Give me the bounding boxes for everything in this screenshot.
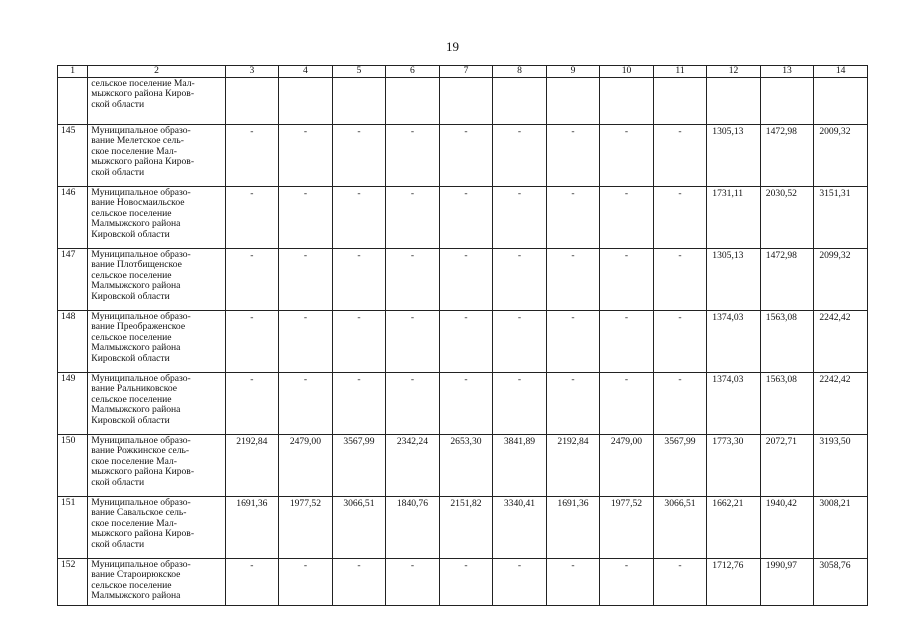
column-header: 14 xyxy=(814,66,868,78)
row-value: - xyxy=(439,187,493,249)
row-value: 2072,71 xyxy=(760,435,814,497)
row-name-line: Малмыжского района xyxy=(91,280,181,292)
row-value: - xyxy=(493,311,547,373)
row-name-cell xyxy=(88,187,225,249)
row-name-line: Муниципальное образо- xyxy=(91,125,191,136)
row-value: - xyxy=(225,559,279,606)
row-value: - xyxy=(225,311,279,373)
row-name-line: ское поселение Мал- xyxy=(91,145,177,157)
row-value: 1990,97 xyxy=(760,559,814,606)
row-value: - xyxy=(279,125,333,187)
row-number: 150 xyxy=(58,435,88,497)
row-value: - xyxy=(493,249,547,311)
tariff-table xyxy=(57,65,868,606)
row-value: 2192,84 xyxy=(546,435,600,497)
row-value: 2242,42 xyxy=(814,373,868,435)
row-value xyxy=(814,78,868,125)
table-row xyxy=(58,125,868,187)
row-number: 151 xyxy=(58,497,88,559)
row-name-line: Муниципальное образо- xyxy=(91,311,191,322)
row-value: - xyxy=(386,373,440,435)
column-header: 3 xyxy=(225,66,279,78)
column-header-row xyxy=(58,66,868,78)
row-value: - xyxy=(653,373,707,435)
row-number: 146 xyxy=(58,187,88,249)
column-header: 4 xyxy=(279,66,333,78)
row-value: 1305,13 xyxy=(707,125,761,187)
row-value: 3193,50 xyxy=(814,435,868,497)
row-value: 3841,89 xyxy=(493,435,547,497)
row-value: - xyxy=(386,187,440,249)
row-name-line: сельское поселение xyxy=(91,207,172,219)
row-value xyxy=(600,78,654,125)
row-name-line: вание Рожкинское сель- xyxy=(91,445,190,457)
row-value: - xyxy=(332,311,386,373)
row-value: 1977,52 xyxy=(279,497,333,559)
row-value: - xyxy=(600,125,654,187)
row-value xyxy=(546,78,600,125)
row-value: - xyxy=(439,559,493,606)
row-value: 1472,98 xyxy=(760,125,814,187)
row-value: 3058,76 xyxy=(814,559,868,606)
row-value: - xyxy=(653,311,707,373)
row-name-line: вание Новосмаильское xyxy=(91,197,185,209)
row-name-line: Малмыжского района xyxy=(91,218,181,230)
row-value: 1563,08 xyxy=(760,311,814,373)
row-value: 2151,82 xyxy=(439,497,493,559)
row-number: 147 xyxy=(58,249,88,311)
table-row xyxy=(58,187,868,249)
row-name-line: Муниципальное образо- xyxy=(91,249,191,260)
row-name-line: Муниципальное образо- xyxy=(91,373,191,384)
column-header: 10 xyxy=(600,66,654,78)
row-name-line: Муниципальное образо- xyxy=(91,187,191,198)
row-value: 2030,52 xyxy=(760,187,814,249)
row-name-line: мыжского района Киров- xyxy=(91,528,195,540)
row-value xyxy=(225,78,279,125)
row-name-line: Муниципальное образо- xyxy=(91,497,191,508)
table-row xyxy=(58,311,868,373)
row-name-line: вание Староирюкское xyxy=(91,569,181,581)
row-value: 2099,32 xyxy=(814,249,868,311)
row-name-line: Малмыжского района xyxy=(91,590,181,602)
row-value: - xyxy=(225,249,279,311)
row-name-line: Муниципальное образо- xyxy=(91,559,191,570)
row-number: 152 xyxy=(58,559,88,606)
row-value: 1662,21 xyxy=(707,497,761,559)
row-value: - xyxy=(493,559,547,606)
page-number: 19 xyxy=(446,39,459,54)
row-value: - xyxy=(439,125,493,187)
row-value: 2192,84 xyxy=(225,435,279,497)
row-value: 2342,24 xyxy=(386,435,440,497)
row-number: 145 xyxy=(58,125,88,187)
table-row xyxy=(58,559,868,606)
row-value: 2479,00 xyxy=(600,435,654,497)
row-value: - xyxy=(279,187,333,249)
row-name-line: вание Савальское сель- xyxy=(91,507,187,519)
row-name-cell xyxy=(88,125,225,187)
row-name-line: Кировской области xyxy=(91,290,170,302)
column-header: 13 xyxy=(760,66,814,78)
table-row xyxy=(58,78,868,125)
row-value: 3008,21 xyxy=(814,497,868,559)
row-value: 1940,42 xyxy=(760,497,814,559)
row-name-line: сельское поселение xyxy=(91,579,172,591)
row-value xyxy=(493,78,547,125)
table-row xyxy=(58,249,868,311)
row-name-line: Кировской области xyxy=(91,228,170,240)
row-value: 1773,30 xyxy=(707,435,761,497)
row-number xyxy=(58,78,88,125)
row-value: 3151,31 xyxy=(814,187,868,249)
row-name-line: ской области xyxy=(91,166,145,178)
table-row xyxy=(58,497,868,559)
row-value: 1712,76 xyxy=(707,559,761,606)
row-name-line: сельское поселение xyxy=(91,269,172,281)
row-number: 149 xyxy=(58,373,88,435)
row-name-line: вание Преображенское xyxy=(91,321,186,333)
row-value: - xyxy=(279,373,333,435)
row-number: 148 xyxy=(58,311,88,373)
row-name-cell xyxy=(88,497,225,559)
row-name-cell xyxy=(88,435,225,497)
row-value: - xyxy=(279,249,333,311)
row-value: - xyxy=(653,249,707,311)
row-value: - xyxy=(493,125,547,187)
row-name-line: вание Плотбищенское xyxy=(91,259,182,271)
row-value: 1691,36 xyxy=(225,497,279,559)
row-value: - xyxy=(279,559,333,606)
table-body xyxy=(58,66,868,606)
row-value: - xyxy=(493,187,547,249)
row-value: 3567,99 xyxy=(653,435,707,497)
row-name-cell xyxy=(88,249,225,311)
row-value: 1305,13 xyxy=(707,249,761,311)
row-name-line: мыжского района Киров- xyxy=(91,156,195,168)
row-value xyxy=(760,78,814,125)
row-value: 2009,32 xyxy=(814,125,868,187)
row-name-line: Муниципальное образо- xyxy=(91,435,191,446)
row-name-cell xyxy=(88,559,225,606)
row-value: 1374,03 xyxy=(707,311,761,373)
row-value: - xyxy=(225,187,279,249)
row-value: - xyxy=(332,559,386,606)
row-value xyxy=(707,78,761,125)
row-value: - xyxy=(546,311,600,373)
row-value: - xyxy=(546,125,600,187)
row-value: - xyxy=(546,559,600,606)
row-value: 3567,99 xyxy=(332,435,386,497)
row-value: - xyxy=(332,125,386,187)
row-value: - xyxy=(653,559,707,606)
column-header: 8 xyxy=(493,66,547,78)
row-value: - xyxy=(386,559,440,606)
row-value: - xyxy=(600,311,654,373)
row-value: - xyxy=(225,373,279,435)
row-value: 1691,36 xyxy=(546,497,600,559)
row-value xyxy=(653,78,707,125)
row-value: - xyxy=(653,187,707,249)
row-value xyxy=(386,78,440,125)
column-header: 6 xyxy=(386,66,440,78)
row-value: 3066,51 xyxy=(653,497,707,559)
column-header: 2 xyxy=(88,66,225,78)
row-value: 2653,30 xyxy=(439,435,493,497)
row-value: - xyxy=(600,187,654,249)
row-value: - xyxy=(439,373,493,435)
row-name-line: сельское поселение xyxy=(91,393,172,405)
row-value: - xyxy=(386,311,440,373)
row-value: - xyxy=(653,125,707,187)
row-value: 1374,03 xyxy=(707,373,761,435)
row-value: - xyxy=(225,125,279,187)
row-name-line: Малмыжского района xyxy=(91,342,181,354)
row-value: - xyxy=(332,373,386,435)
row-name-line: мыжского района Киров- xyxy=(91,88,195,100)
row-value: - xyxy=(600,559,654,606)
row-value: 1731,11 xyxy=(707,187,761,249)
row-name-cell xyxy=(88,78,225,125)
row-value: 2242,42 xyxy=(814,311,868,373)
row-value: - xyxy=(600,249,654,311)
row-name-line: ской области xyxy=(91,98,145,110)
row-value: 2479,00 xyxy=(279,435,333,497)
row-value: 1977,52 xyxy=(600,497,654,559)
row-value: 1840,76 xyxy=(386,497,440,559)
row-value: - xyxy=(332,249,386,311)
row-name-cell xyxy=(88,311,225,373)
row-value: - xyxy=(546,187,600,249)
row-name-line: сельское поселение xyxy=(91,331,172,343)
row-name-line: ской области xyxy=(91,476,145,488)
column-header: 5 xyxy=(332,66,386,78)
row-value xyxy=(439,78,493,125)
row-value: - xyxy=(279,311,333,373)
row-value: 1472,98 xyxy=(760,249,814,311)
row-value: - xyxy=(546,249,600,311)
row-value: - xyxy=(386,249,440,311)
row-name-line: Кировской области xyxy=(91,352,170,364)
column-header: 7 xyxy=(439,66,493,78)
row-value: 3340,41 xyxy=(493,497,547,559)
row-name-line: вание Мелетское сель- xyxy=(91,135,184,147)
table-row xyxy=(58,435,868,497)
row-name-line: Малмыжского района xyxy=(91,404,181,416)
row-name-line: вание Ральниковское xyxy=(91,383,178,395)
row-value: - xyxy=(332,187,386,249)
row-name-line: сельское поселение Мал- xyxy=(91,78,195,89)
row-value: 1563,08 xyxy=(760,373,814,435)
row-value: - xyxy=(386,125,440,187)
column-header: 12 xyxy=(707,66,761,78)
row-name-line: ской области xyxy=(91,538,145,550)
table-row xyxy=(58,373,868,435)
row-name-line: мыжского района Киров- xyxy=(91,466,195,478)
row-name-line: Кировской области xyxy=(91,414,170,426)
row-value xyxy=(279,78,333,125)
row-name-line: ское поселение Мал- xyxy=(91,517,177,529)
column-header: 11 xyxy=(653,66,707,78)
row-value xyxy=(332,78,386,125)
row-value: - xyxy=(546,373,600,435)
row-value: - xyxy=(493,373,547,435)
row-name-cell xyxy=(88,373,225,435)
column-header: 1 xyxy=(58,66,88,78)
row-value: - xyxy=(600,373,654,435)
row-value: 3066,51 xyxy=(332,497,386,559)
column-header: 9 xyxy=(546,66,600,78)
row-name-line: ское поселение Мал- xyxy=(91,455,177,467)
row-value: - xyxy=(439,249,493,311)
row-value: - xyxy=(439,311,493,373)
